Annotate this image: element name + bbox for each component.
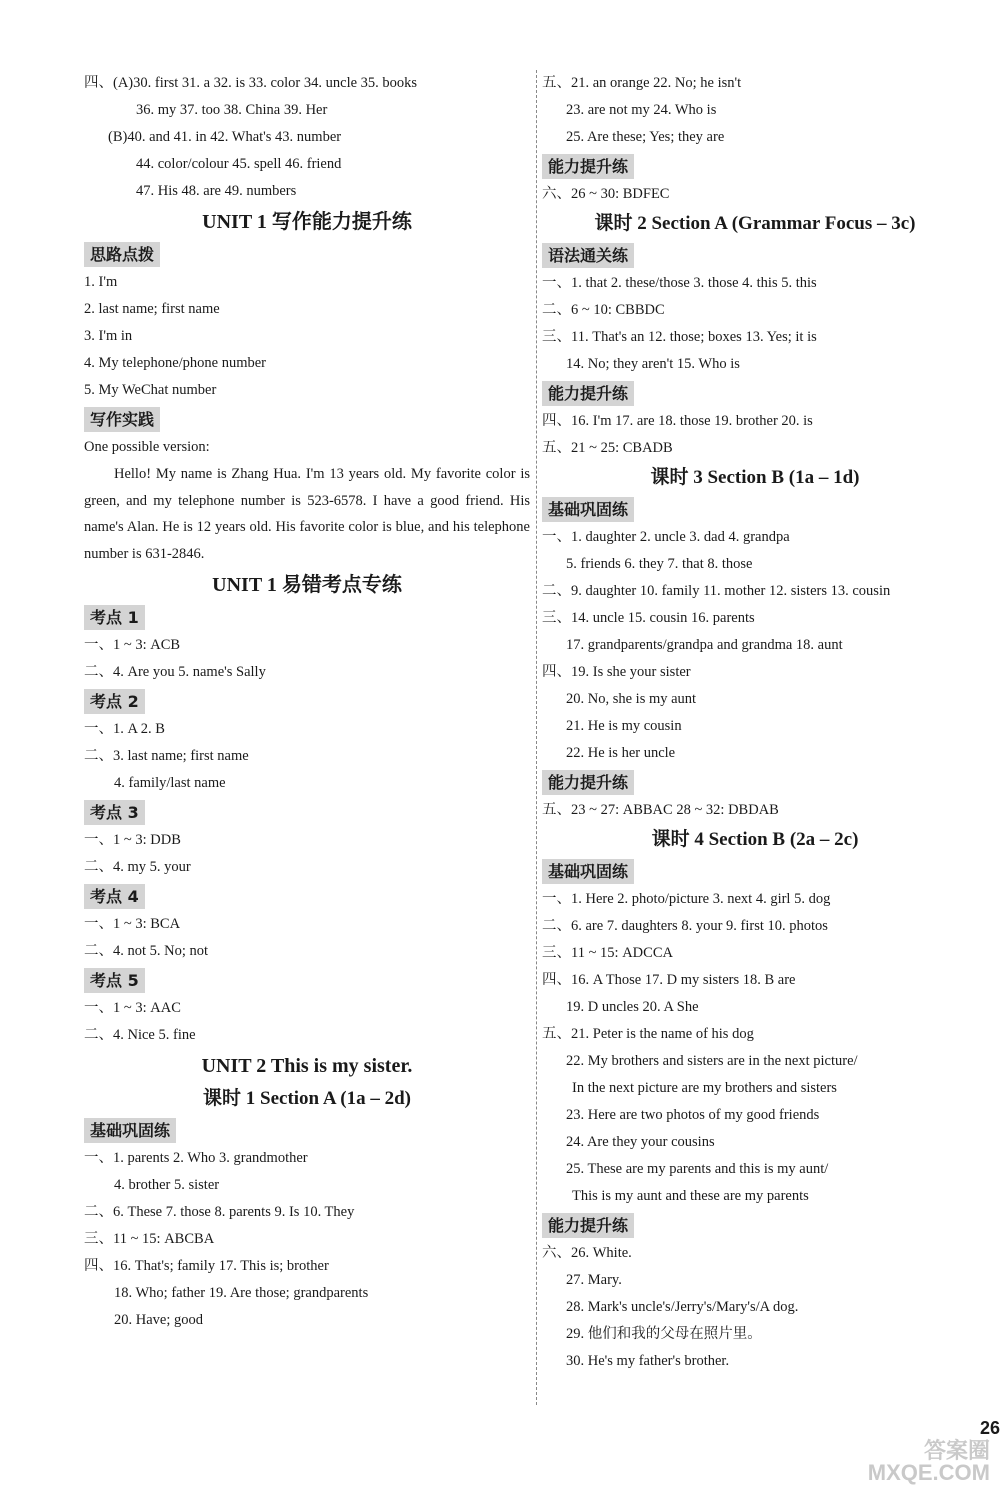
section-tag-row [542, 767, 968, 797]
section-tag: 考点 1 [84, 605, 145, 630]
section-tag-row [542, 378, 968, 408]
answer-line: 六、26. White. [542, 1245, 632, 1261]
answer-line: 四、16. That's; family 17. This is; brother [84, 1257, 329, 1274]
section-tag: 能力提升练 [542, 770, 634, 795]
section-tag-row [542, 1210, 968, 1240]
page-number: 26 [979, 1418, 1000, 1438]
answer-line: 22. He is her uncle [566, 745, 676, 761]
answer-line: 18. Who; father 19. Are those; grandparents [114, 1284, 369, 1301]
answer-line: 五、21 ~ 25: CBADB [542, 440, 673, 456]
section-tag-row [84, 686, 530, 716]
section-tag: 基础巩固练 [84, 1118, 176, 1143]
lesson-heading: 课时 3 Section B (1a – 1d) [650, 467, 860, 488]
answer-line: 一、1 ~ 3: DDB [84, 831, 181, 848]
answer-line: 三、11. That's an 12. those; boxes 13. Yes; it is [542, 329, 817, 345]
answer-line: 二、6 ~ 10: CBBDC [542, 302, 665, 318]
answer-line: 5. My WeChat number [84, 382, 217, 398]
answer-line: 27. Mary. [566, 1272, 622, 1288]
section-tag: 基础巩固练 [542, 859, 634, 884]
answer-line: 二、4. my 5. your [84, 858, 191, 875]
answer-line: 44. color/colour 45. spell 46. friend [136, 156, 342, 172]
section-tag-row [84, 404, 530, 434]
answer-line: 20. No, she is my aunt [566, 691, 697, 707]
answer-line: 一、1 ~ 3: ACB [84, 636, 181, 653]
answer-line: 一、1. daughter 2. uncle 3. dad 4. grandpa [542, 529, 790, 545]
left-column [84, 70, 530, 1334]
answer-line: 23. are not my 24. Who is [566, 102, 717, 118]
section-tag: 考点 2 [84, 689, 145, 714]
unit-heading: UNIT 1 易错考点专练 [212, 573, 402, 596]
answer-line: 14. No; they aren't 15. Who is [566, 356, 740, 372]
answer-line: 28. Mark's uncle's/Jerry's/Mary's/A dog. [566, 1299, 799, 1315]
answer-line: 5. friends 6. they 7. that 8. those [566, 556, 753, 572]
section-tag-row [84, 797, 530, 827]
unit-heading: UNIT 2 This is my sister. [201, 1054, 413, 1077]
answer-line: 一、1. A 2. B [84, 720, 165, 737]
unit-heading: UNIT 1 写作能力提升练 [202, 211, 412, 233]
answer-line: 二、4. Nice 5. fine [84, 1026, 196, 1043]
answer-line: One possible version: [84, 439, 210, 455]
answer-line: 三、11 ~ 15: ABCBA [84, 1230, 215, 1247]
answer-line: 二、3. last name; first name [84, 747, 249, 764]
answer-line: 19. D uncles 20. A She [566, 999, 699, 1015]
section-tag-row [84, 602, 530, 632]
answer-line: 三、14. uncle 15. cousin 16. parents [542, 610, 755, 626]
watermark-logo [830, 1440, 990, 1488]
answer-line: 二、6. These 7. those 8. parents 9. Is 10. They [84, 1203, 355, 1220]
answer-line: 四、16. I'm 17. are 18. those 19. brother 20. is [542, 413, 813, 429]
lesson-heading: 课时 2 Section A (Grammar Focus – 3c) [594, 213, 916, 234]
answer-line: 47. His 48. are 49. numbers [136, 183, 297, 199]
answer-line: 三、11 ~ 15: ADCCA [542, 945, 673, 961]
section-tag-row [542, 856, 968, 886]
answer-line: 3. I'm in [84, 328, 133, 344]
answer-line: 29. 他们和我的父母在照片里。 [566, 1326, 762, 1342]
answer-line: 一、1 ~ 3: AAC [84, 999, 181, 1016]
section-tag: 考点 4 [84, 884, 145, 909]
watermark-text: 答案圈 [923, 1438, 990, 1463]
answer-line: 二、4. Are you 5. name's Sally [84, 663, 266, 680]
answer-line: 六、26 ~ 30: BDFEC [542, 186, 670, 202]
answer-line: 一、1. Here 2. photo/picture 3. next 4. girl 5. dog [542, 891, 831, 907]
section-tag: 能力提升练 [542, 1213, 634, 1238]
answer-line: 四、16. A Those 17. D my sisters 18. B are [542, 972, 796, 988]
section-tag-row [542, 240, 968, 270]
answer-line: 二、6. are 7. daughters 8. your 9. first 10. photos [542, 918, 828, 934]
section-tag-row [542, 151, 968, 181]
lesson-heading: 课时 4 Section B (2a – 2c) [651, 829, 859, 850]
answer-line: 一、1 ~ 3: BCA [84, 915, 181, 932]
section-tag-row [542, 494, 968, 524]
answer-line: 五、21. an orange 22. No; he isn't [542, 75, 742, 91]
sample-essay: Hello! My name is Zhang Hua. I'm 13 years old. My favorite color is green, and my telephone number is 523-6578. I have a good friend. His name's Alan. He is 12 years old. His favorite color is blue, and his telephone number is 631-2846. [84, 466, 530, 563]
answer-line: (B)40. and 41. in 42. What's 43. number [108, 129, 342, 145]
answer-line: 20. Have; good [114, 1311, 203, 1328]
column-divider [536, 70, 537, 1405]
section-tag-row [84, 965, 530, 995]
answer-line: 21. He is my cousin [566, 718, 682, 734]
answer-line: 四、19. Is she your sister [542, 664, 691, 680]
answer-line: 22. My brothers and sisters are in the next picture/ [566, 1053, 858, 1069]
answer-line: 4. My telephone/phone number [84, 355, 267, 371]
answer-line: 四、(A)30. first 31. a 32. is 33. color 34. uncle 35. books [84, 75, 418, 91]
answer-line: 25. Are these; Yes; they are [566, 129, 725, 145]
section-tag: 能力提升练 [542, 381, 634, 406]
answer-line: 24. Are they your cousins [566, 1134, 715, 1150]
section-tag-row [84, 1115, 530, 1145]
answer-line: 30. He's my father's brother. [566, 1353, 730, 1369]
watermark-url: MXQE.COM [867, 1460, 990, 1485]
answer-line: 25. These are my parents and this is my aunt/ [566, 1161, 829, 1177]
answer-line: 2. last name; first name [84, 301, 220, 317]
section-tag-row [84, 881, 530, 911]
section-tag: 能力提升练 [542, 154, 634, 179]
lesson-heading: 课时 1 Section A (1a – 2d) [203, 1087, 411, 1109]
answer-line: 1. I'm [84, 274, 118, 290]
answer-line: 五、23 ~ 27: ABBAC 28 ~ 32: DBDAB [542, 802, 779, 818]
section-tag: 基础巩固练 [542, 497, 634, 522]
answer-line: 二、4. not 5. No; not [84, 942, 209, 959]
answer-line: 17. grandparents/grandpa and grandma 18. aunt [566, 637, 843, 653]
section-tag: 写作实践 [84, 407, 160, 432]
answer-line: 一、1. that 2. these/those 3. those 4. this 5. this [542, 275, 817, 291]
answer-line: 23. Here are two photos of my good friends [566, 1107, 820, 1123]
section-tag: 考点 5 [84, 968, 145, 993]
answer-line: 4. brother 5. sister [114, 1176, 220, 1193]
right-column [542, 70, 968, 1375]
answer-line: This is my aunt and these are my parents [572, 1188, 809, 1204]
answer-line: 4. family/last name [114, 774, 226, 791]
section-tag: 考点 3 [84, 800, 145, 825]
section-tag: 思路点拨 [84, 242, 160, 267]
answer-line: 一、1. parents 2. Who 3. grandmother [84, 1149, 308, 1166]
answer-line: 五、21. Peter is the name of his dog [542, 1026, 754, 1042]
answer-line: In the next picture are my brothers and sisters [572, 1080, 837, 1096]
answer-line: 36. my 37. too 38. China 39. Her [136, 102, 328, 118]
answer-line: 二、9. daughter 10. family 11. mother 12. sisters 13. cousin [542, 583, 891, 599]
section-tag: 语法通关练 [542, 243, 634, 268]
section-tag-row [84, 239, 530, 269]
